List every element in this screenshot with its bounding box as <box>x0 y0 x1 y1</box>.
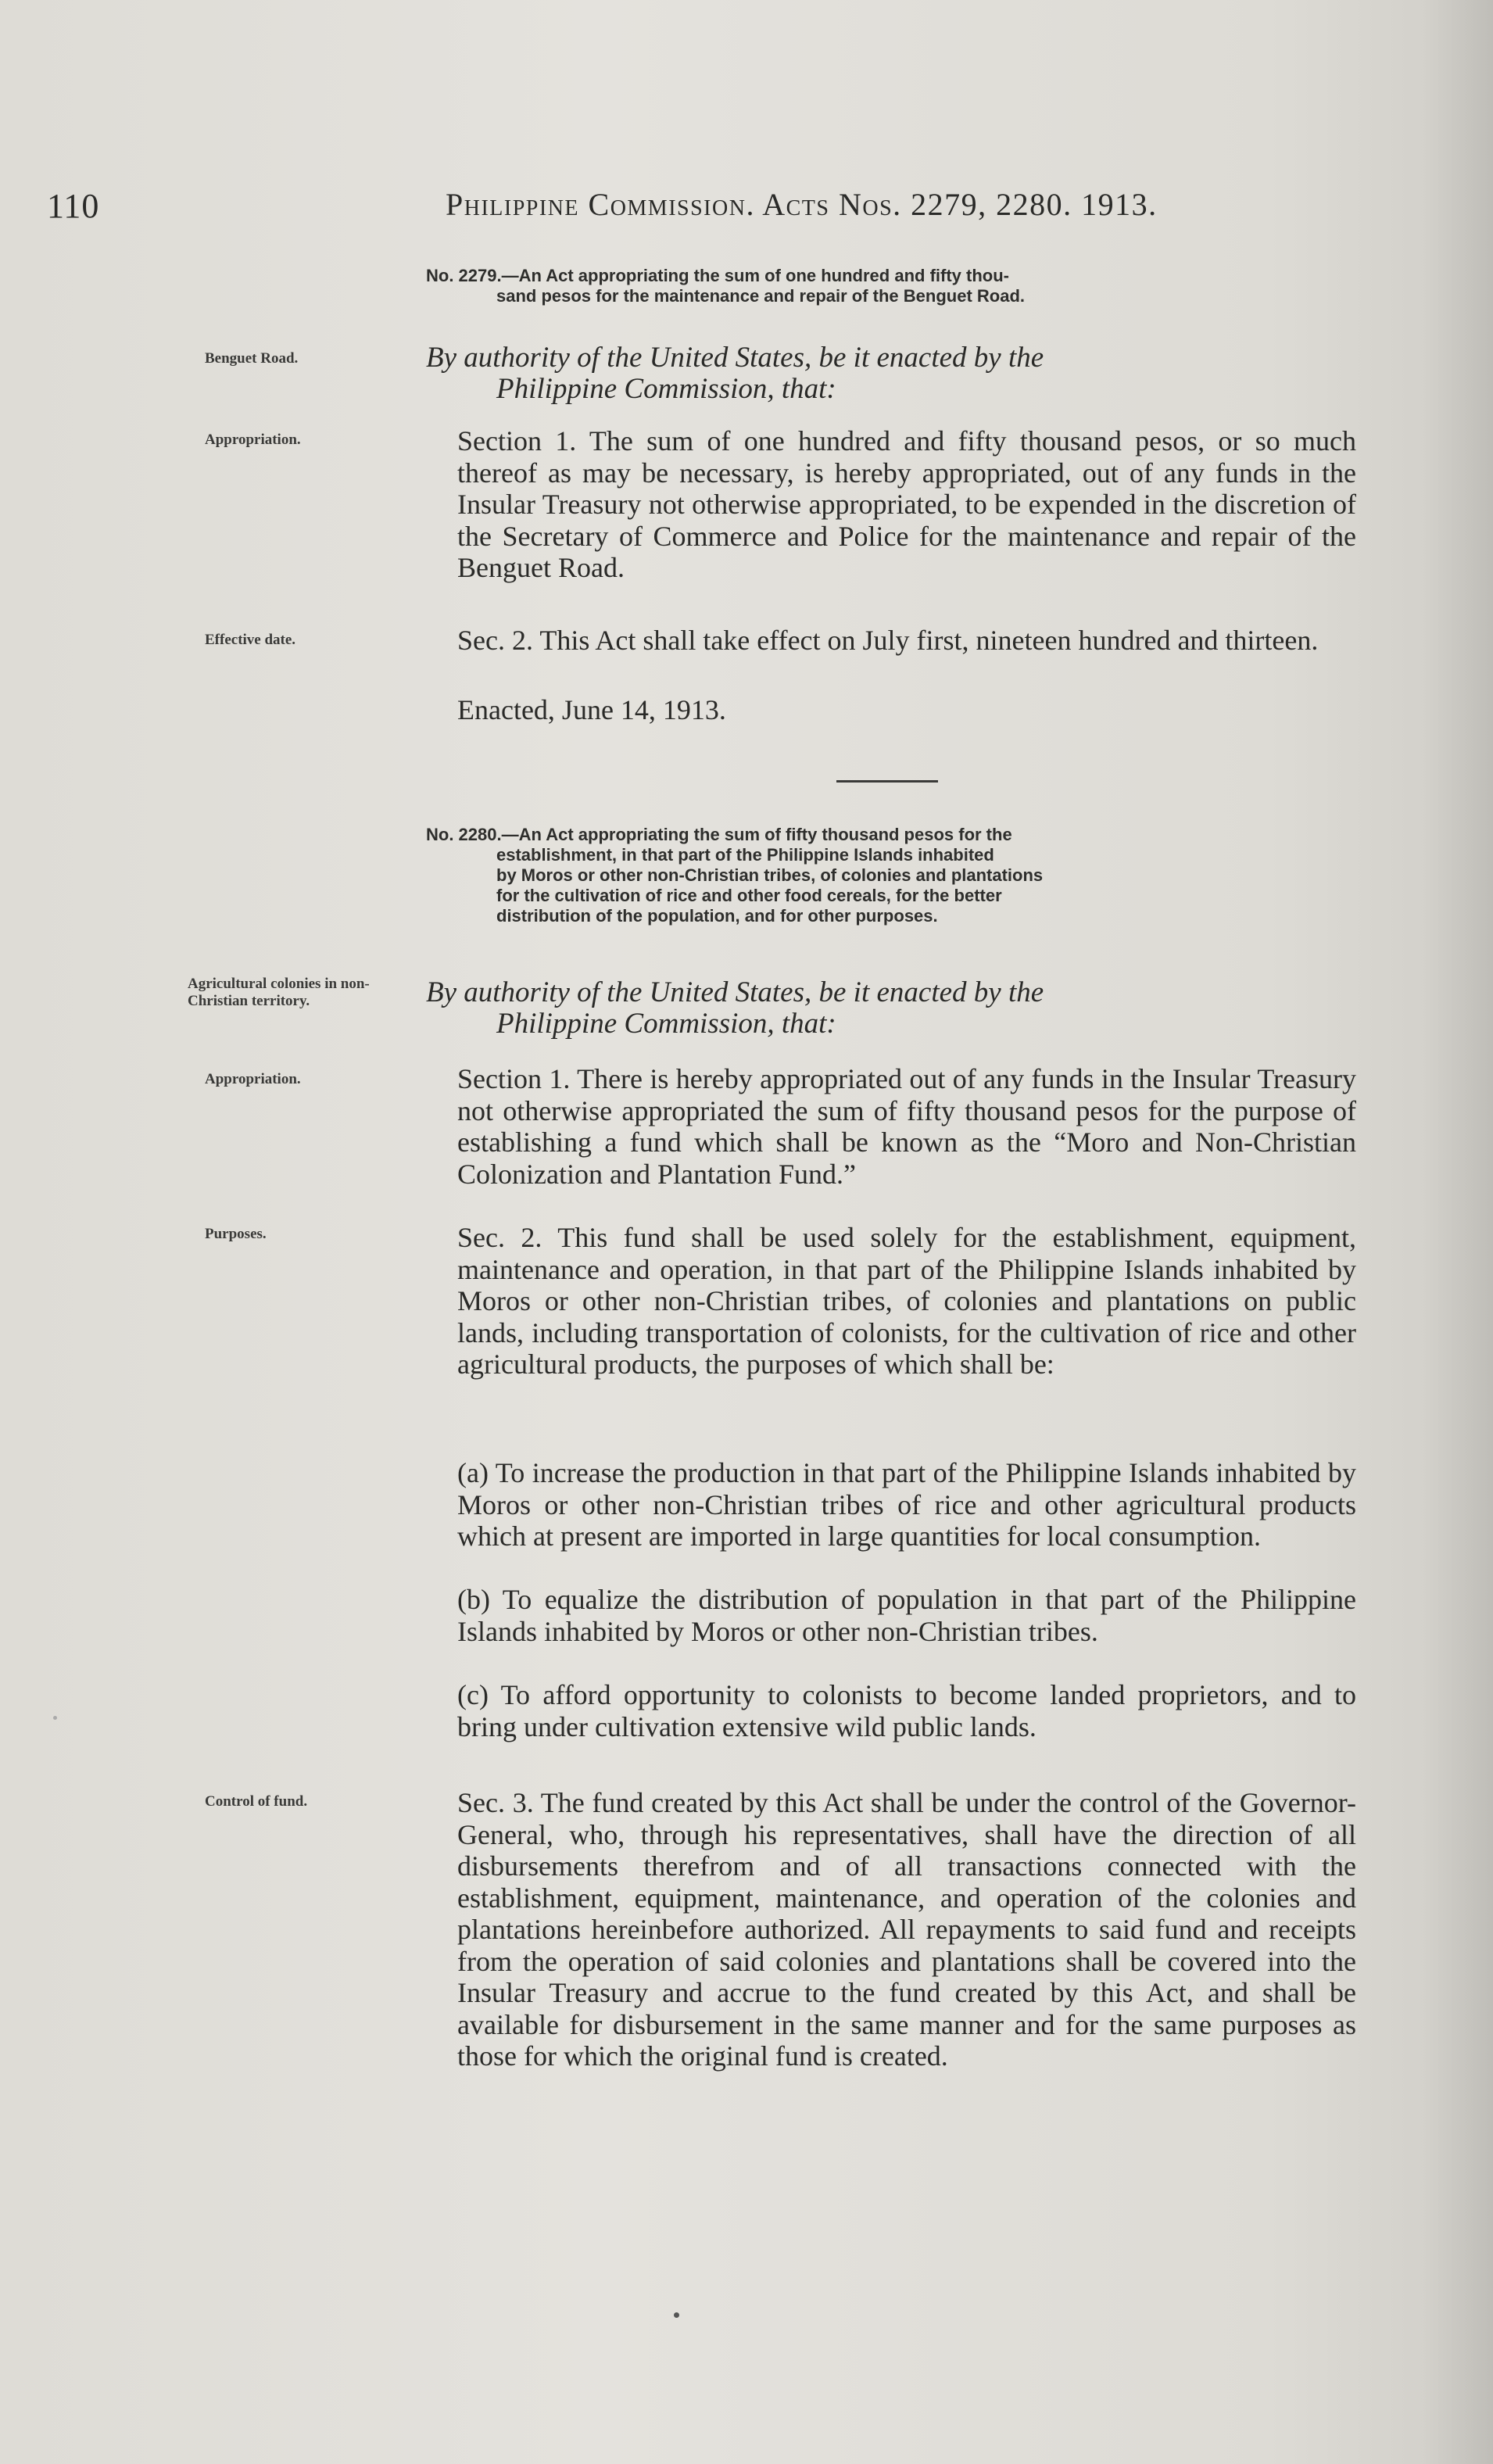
act-2280-item-c-text: (c) To afford opportunity to colonists to become landed proprietors, and to bring under cultivation extensive wild public lands. <box>457 1679 1356 1742</box>
act-2279-title <box>426 266 1356 306</box>
act-2280-section-2 <box>426 1222 1356 1381</box>
act-2279-section-2-text: Sec. 2. This Act shall take effect on July first, nineteen hundred and thirteen. <box>457 625 1319 656</box>
act-2280-section-1-text: Section 1. There is hereby appropriated out of any funds in the Insular Treasury not otherwise appropriated the sum of fifty thousand pesos for the purpose of establishing a fund which shall be known as the “Moro and Non-Christian Colonization and Plantation Fund.” <box>457 1063 1356 1190</box>
margin-note-control-of-fund: Control of fund. <box>205 1793 308 1810</box>
act-2280-section-2-text: Sec. 2. This fund shall be used solely for the establishment, equipment, maintenance and operation, in that part of the Philippine Islands inhabited by Moros or other non-Christian tribes, of colonies and plantations on public lands, including transportation of colonists, for the cultivation of rice and other agricultural products, the purposes of which shall be: <box>457 1222 1356 1380</box>
act-2280-title-line-4: for the cultivation of rice and other food cereals, for the better <box>496 886 1002 905</box>
act-2280-section-3-text: Sec. 3. The fund created by this Act shall be under the control of the Governor-General, who, through his representatives, shall have the direction of all disbursements therefrom and of all transactions connected with the establishment, equipment, maintenance, and operation of the colonies and plantations hereinbefore authorized. All repayments to said fund and receipts from the operation of said colonies and plantations shall be covered into the Insular Treasury and accrue to the fund created by this Act, and shall be available for disbursement in the same manner and for the same purposes as those for which the original fund is created. <box>457 1787 1356 2072</box>
page-header <box>47 186 1376 233</box>
act-2279-section-1-text: Section 1. The sum of one hundred and fifty thousand pesos, or so much thereof as may be necessary, is hereby appropriated, out of any funds in the Insular Treasury not otherwise appropriated, to be expended in the discretion of the Secretary of Commerce and Police for the maintenance and repair of the Benguet Road. <box>457 425 1356 583</box>
running-title: Philippine Commission. Acts Nos. 2279, 2280. 1913. <box>446 187 1158 222</box>
act-2279-enacting-line-1: By authority of the United States, be it enacted by the <box>426 342 1044 374</box>
act-2279-enacting-line-2: Philippine Commission, that: <box>496 373 836 405</box>
scan-speck <box>674 2312 679 2318</box>
act-2280-item-a-text: (a) To increase the production in that part of the Philippine Islands inhabited by Moros or other non-Christian tribes of rice and other agricultural products which at present are imported in large quantities for local consumption. <box>457 1457 1356 1552</box>
act-2280-title <box>426 825 1356 926</box>
act-2279-section-2 <box>426 625 1356 657</box>
page-number: 110 <box>47 187 100 225</box>
act-2280-item-a <box>426 1457 1356 1553</box>
margin-note-appropriation-2279: Appropriation. <box>205 432 301 448</box>
section-divider-rule <box>836 780 938 783</box>
margin-note-appropriation-2280: Appropriation. <box>205 1071 301 1087</box>
act-2279-enacted-text: Enacted, June 14, 1913. <box>457 694 726 725</box>
act-2280-item-b-text: (b) To equalize the distribution of population in that part of the Philippine Islands inhabited by Moros or other non-Christian tribes. <box>457 1584 1356 1647</box>
margin-note-purposes: Purposes. <box>205 1226 267 1242</box>
margin-note-effective-date: Effective date. <box>205 632 296 648</box>
act-2279-title-line-1: No. 2279.—An Act appropriating the sum of one hundred and fifty thou- <box>426 266 1009 285</box>
margin-note-agricultural-colonies: Agricultural colonies in non-Christian territory. <box>188 976 370 1009</box>
act-2280-item-b <box>426 1584 1356 1647</box>
act-2280-section-1 <box>426 1063 1356 1190</box>
act-2280-title-line-3: by Moros or other non-Christian tribes, of colonies and plantations <box>496 865 1044 885</box>
act-2280-enacting-line-1: By authority of the United States, be it enacted by the <box>426 976 1044 1008</box>
act-2280-title-line-1: No. 2280.—An Act appropriating the sum of fifty thousand pesos for the <box>426 825 1012 844</box>
page-edge-shadow <box>1423 0 1493 2464</box>
scan-speck <box>53 1716 57 1720</box>
act-2280-item-c <box>426 1679 1356 1742</box>
act-2280-section-3 <box>426 1787 1356 2072</box>
act-2280-enacting-line-2: Philippine Commission, that: <box>496 1008 836 1040</box>
act-2279-enacted-date <box>426 694 1356 726</box>
act-2280-enacting-clause <box>426 977 1356 1040</box>
margin-note-benguet-road: Benguet Road. <box>205 350 299 367</box>
act-2280-title-line-2: establishment, in that part of the Philippine Islands inhabited <box>496 845 994 865</box>
act-2280-title-line-5: distribution of the population, and for other purposes. <box>496 906 938 926</box>
act-2279-title-line-2: sand pesos for the maintenance and repair of the Benguet Road. <box>496 286 1026 306</box>
act-2279-section-1 <box>426 425 1356 584</box>
act-2279-enacting-clause <box>426 342 1356 405</box>
